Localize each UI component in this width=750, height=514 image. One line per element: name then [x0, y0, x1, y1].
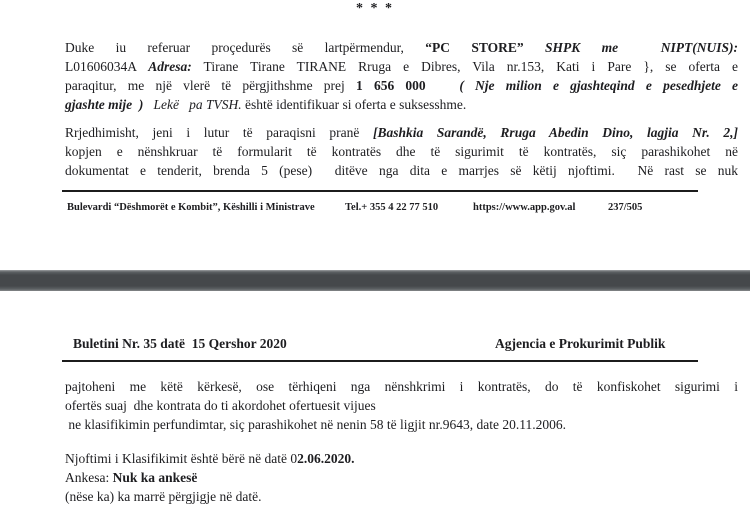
header-agency-name: Agjencia e Prokurimit Publik	[495, 336, 666, 351]
section-separator-stars: * * *	[356, 1, 394, 16]
page-break-separator	[0, 270, 750, 291]
paragraph-forfeiture-clause: pajtoheni me këtë kërkesë, ose tërhiqeni nga nënshkrimi i kontratës, do të konfiskohet sigurimi i ofertës suaj dhe kontrata do ti akordohet ofertuesit vijues ne klasifikimin perfundimtar, siç parashikohet në nenin 58 të ligjit nr.9643, date 20.11.2006.	[65, 379, 738, 432]
paragraph-contract-signing-instructions: Rrjedhimisht, jeni i lutur të paraqisni pranë [Bashkia Sarandë, Rruga Abedin Dino, lagjia Nr. 2,] kopjen e nënshkruar të formularit të kontratës dhe të sigurimit të kontratës, siç parashikohet në dokumentat e tenderit, brenda 5 (pese) ditëve nga dita e marrjes së këtij njoftimi. Në rast se nuk	[65, 125, 739, 178]
footer-phone: Tel.+ 355 4 22 77 510	[345, 202, 439, 213]
footer-website: https://www.app.gov.al	[473, 202, 576, 213]
footer-address: Bulevardi “Dëshmorët e Kombit”, Këshilli i Ministrave	[67, 202, 315, 213]
paragraph-award-notice: Duke iu referuar proçedurës së lartpërmendur, “PC STORE” SHPK me NIPT(NUIS): L01606034A Adresa: Tirane Tirane TIRANE Rruga e Dibres, Vila nr.153, Kati i Pare }, se oferta e paraqitur, me një vlerë të përgjithshme prej 1 656 000 ( Nje milion e gjashteqind e pesedhjete e gjashte mije ) Lekë pa TVSH. është identifikuar si oferta e suksesshme.	[65, 40, 739, 112]
footer-page-number: 237/505	[608, 202, 643, 213]
page1-footer-rule	[62, 190, 698, 192]
paragraph-classification-notice: Njoftimi i Klasifikimit është bërë në datë 02.06.2020. Ankesa: Nuk ka ankesë (nëse ka) ka marrë përgjigje në datë.	[65, 451, 355, 504]
page2-header	[65, 336, 738, 352]
page1-footer	[65, 201, 738, 217]
page2-header-rule	[62, 360, 698, 362]
header-bulletin-title: Buletini Nr. 35 datë 15 Qershor 2020	[73, 336, 287, 351]
